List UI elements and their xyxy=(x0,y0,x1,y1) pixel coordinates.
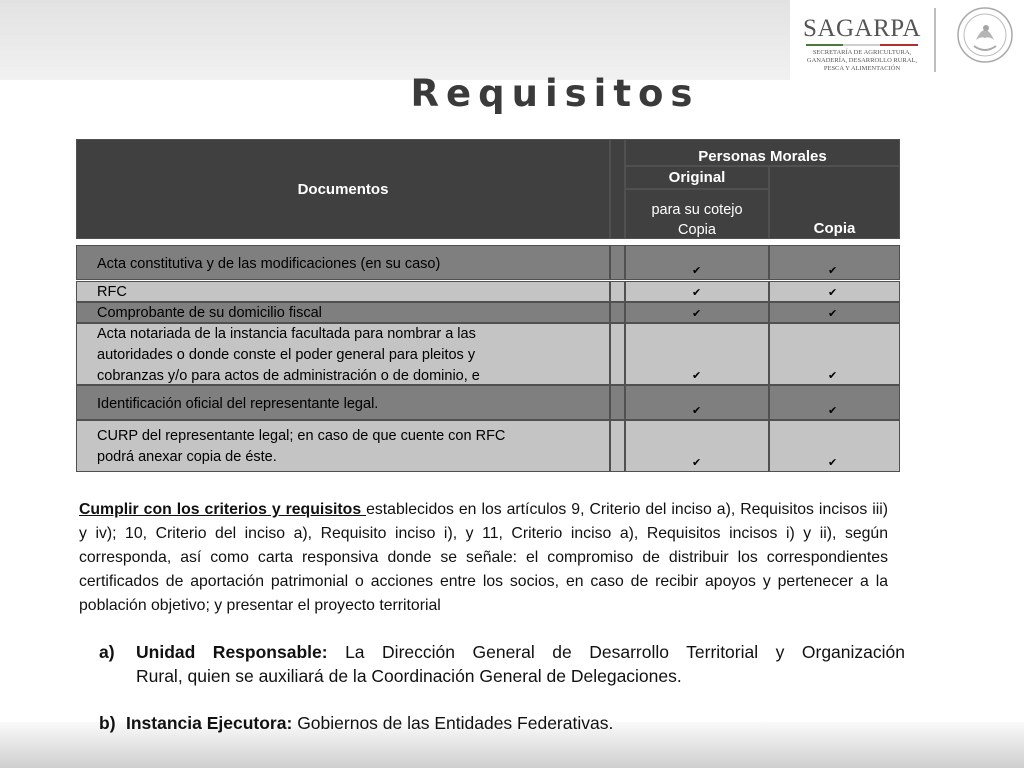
item-a-label: Unidad Responsable: xyxy=(136,642,328,662)
table-row-2-spacer xyxy=(610,281,625,302)
header-copia-label: Copia xyxy=(813,220,856,237)
header-spacer xyxy=(610,139,625,239)
item-a-content xyxy=(136,640,905,688)
table-row-4-original xyxy=(625,323,769,385)
item-b-text: Gobiernos de las Entidades Federativas. xyxy=(297,713,614,733)
table-row-6-copia xyxy=(769,420,900,472)
checkmark-icon: ✔ xyxy=(828,404,838,417)
logo-subtitle-1: SECRETARÍA DE AGRICULTURA, xyxy=(812,49,912,56)
table-row-3-spacer xyxy=(610,302,625,323)
table-row-4-text-2: autoridades o donde conste el poder general para pleitos y xyxy=(97,347,476,363)
table-row-3-document xyxy=(76,302,610,323)
checkmark-icon: ✔ xyxy=(828,307,838,320)
table-row-4-document xyxy=(76,323,610,385)
header-personas-morales xyxy=(625,139,900,166)
checkmark-icon: ✔ xyxy=(692,404,702,417)
table-row-3-text-1: Comprobante de su domicilio fiscal xyxy=(97,305,322,321)
item-b-label: Instancia Ejecutora: xyxy=(126,713,293,733)
paragraph-body: establecidos en los artículos 9, Criterio del inciso a), Requisitos incisos iii) y iv); 10, Criterio del inciso a), Requisito inciso i), y 11, Criterio inciso a), Requisitos incisos i) y ii), según corresponda, así como carta responsiva donde se señale: el compromiso de distribuir los correspondientes certificados de aportación patrimonial o acciones entre los socios, en caso de recibir apoyos y pertenecer a la población objetivo; y presentar el proyecto territorial xyxy=(79,501,888,614)
header-original-sub xyxy=(625,189,769,239)
sagarpa-logo xyxy=(796,6,928,78)
table-row-6-document xyxy=(76,420,610,472)
table-row-3-copia xyxy=(769,302,900,323)
paragraph-lead: Cumplir con los criterios y requisitos xyxy=(79,501,367,518)
page-title: Requisitos xyxy=(410,72,700,115)
table-row-6-text-1: CURP del representante legal; en caso de que cuente con RFC xyxy=(97,428,506,444)
top-band xyxy=(0,0,790,80)
table-row-5-original xyxy=(625,385,769,420)
header-original-label: Original xyxy=(668,169,726,186)
checkmark-icon: ✔ xyxy=(692,307,702,320)
table-row-2-copia xyxy=(769,281,900,302)
table-row-6-original xyxy=(625,420,769,472)
checkmark-icon: ✔ xyxy=(828,456,838,469)
table-row-4-copia xyxy=(769,323,900,385)
item-b-marker: b) xyxy=(99,713,116,733)
logo-subtitle-3: PESCA Y ALIMENTACIÓN xyxy=(823,65,901,72)
table-row-1-document xyxy=(76,245,610,280)
table-row-6-text-2: podrá anexar copia de éste. xyxy=(97,449,277,465)
requirements-paragraph xyxy=(79,498,888,618)
item-b-content xyxy=(126,711,826,735)
checkmark-icon: ✔ xyxy=(828,369,838,382)
checkmark-icon: ✔ xyxy=(692,286,702,299)
table-row-2-document xyxy=(76,281,610,302)
table-row-4-text-1: Acta notariada de la instancia facultada para nombrar a las xyxy=(97,326,476,342)
header-original-sub-1: para su cotejo xyxy=(651,202,743,218)
checkmark-icon: ✔ xyxy=(692,264,702,277)
table-row-6-spacer xyxy=(610,420,625,472)
checkmark-icon: ✔ xyxy=(692,369,702,382)
header-documents xyxy=(76,139,610,239)
mexican-coat-of-arms-icon xyxy=(956,6,1014,64)
table-row-2-text-1: RFC xyxy=(97,284,127,300)
table-row-2-original xyxy=(625,281,769,302)
table-row-4-spacer xyxy=(610,323,625,385)
header-personas-morales-label: Personas Morales xyxy=(698,148,827,165)
logo-color-line xyxy=(806,44,918,46)
header-copia xyxy=(769,166,900,239)
logo-name: SAGARPA xyxy=(803,15,921,42)
table-row-4-text-3: cobranzas y/o para actos de administración o de dominio, e xyxy=(97,368,480,384)
table-row-1-text-1: Acta constitutiva y de las modificaciones (en su caso) xyxy=(97,256,441,272)
item-a-marker: a) xyxy=(99,642,115,662)
logo-subtitle-2: GANADERÍA, DESARROLLO RURAL, xyxy=(806,57,918,64)
table-row-1-copia xyxy=(769,245,900,280)
header-original-sub-2: Copia xyxy=(678,222,716,238)
item-a-text-2: Rural, quien se auxiliará de la Coordinación General de Delegaciones. xyxy=(136,666,682,686)
checkmark-icon: ✔ xyxy=(828,286,838,299)
table-row-5-document xyxy=(76,385,610,420)
header-documents-label: Documentos xyxy=(297,180,389,198)
table-row-1-original xyxy=(625,245,769,280)
table-row-3-original xyxy=(625,302,769,323)
header-original xyxy=(625,166,769,189)
logo-divider xyxy=(934,8,936,72)
table-row-1-spacer xyxy=(610,245,625,280)
checkmark-icon: ✔ xyxy=(692,456,702,469)
table-row-5-text-1: Identificación oficial del representante legal. xyxy=(97,396,379,412)
table-row-5-copia xyxy=(769,385,900,420)
table-row-5-spacer xyxy=(610,385,625,420)
checkmark-icon: ✔ xyxy=(828,264,838,277)
item-a-text-1: La Dirección General de Desarrollo Territorial y Organización xyxy=(345,642,905,662)
